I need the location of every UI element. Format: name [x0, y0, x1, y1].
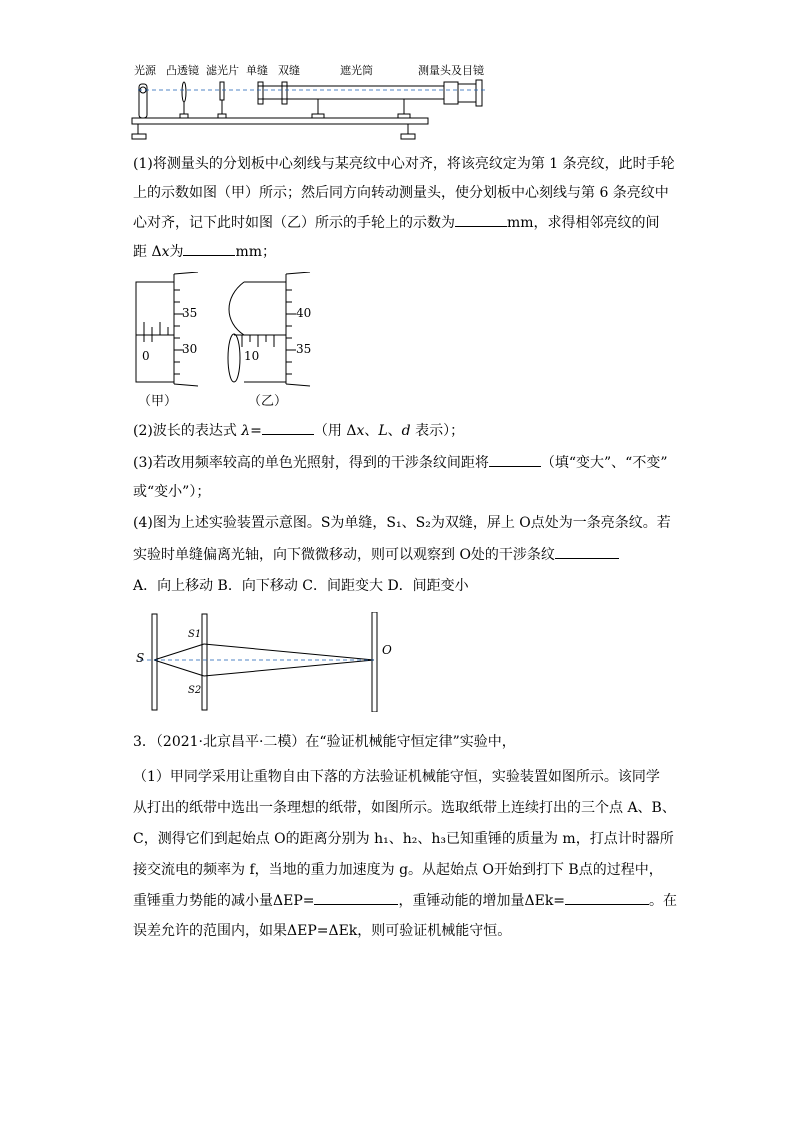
- q1-line-1: (1)将测量头的分划板中心刻线与某亮纹中心对齐，将该亮纹定为第 1 条亮纹，此时手轮: [133, 156, 675, 172]
- q1-line-3-text-a: 心对齐，记下此时如图（乙）所示的手轮上的示数为: [133, 215, 455, 231]
- q2-d-symbol: d: [401, 423, 411, 439]
- label-measuring-head: 测量头及目镜: [418, 64, 484, 77]
- answer-blank-wavelength[interactable]: [262, 420, 314, 435]
- q1-line-3: [133, 212, 660, 233]
- label-convex-lens: 凸透镜: [166, 64, 199, 77]
- micrometer-jia-drawing: [130, 272, 230, 387]
- label-filter: 滤光片: [206, 64, 239, 77]
- label-light-shield-tube: 遮光筒: [340, 64, 373, 77]
- caption-jia: （甲）: [138, 394, 178, 409]
- answer-blank-kinetic-energy[interactable]: [565, 890, 649, 905]
- micrometer-yi-drawing: [222, 272, 332, 387]
- yi-label-40: 40: [296, 306, 312, 320]
- apparatus-diagram: [128, 60, 498, 145]
- answer-blank-fringe[interactable]: [555, 544, 619, 559]
- jia-label-0: 0: [142, 349, 150, 363]
- q1-line-4-text-b: 为: [169, 244, 184, 260]
- jia-label-35: 35: [182, 306, 198, 320]
- double-slit-diagram: [130, 612, 400, 712]
- q4-options: A．向上移动 B．向下移动 C．间距变大 D．间距变小: [133, 578, 469, 594]
- q4-text: 实验时单缝偏离光轴，向下微微移动，则可以观察到 O处的干涉条纹: [133, 547, 555, 563]
- q4-line-2: [133, 544, 619, 565]
- label-single-slit: 单缝: [246, 64, 268, 77]
- yi-label-10: 10: [244, 349, 260, 363]
- lambda-symbol: λ: [241, 423, 251, 439]
- problem-3-line-5: [133, 890, 677, 911]
- q4-line-1: (4)图为上述实验装置示意图。S为单缝，S₁、S₂为双缝，屏上 O点处为一条亮条纹。若: [133, 515, 671, 531]
- q1-line-4-text-c: mm；: [235, 244, 277, 260]
- q2-sep-2: 、: [387, 423, 402, 439]
- label-double-slit: 双缝: [278, 64, 300, 77]
- q3-line-2: 或“变小”）；: [133, 484, 211, 500]
- micrometer-jia: [130, 272, 230, 412]
- yi-label-35: 35: [296, 342, 312, 356]
- q2-equals: =: [250, 423, 262, 439]
- q1-line-2: 上的示数如图（甲）所示；然后同方向转动测量头，使分划板中心刻线与第 6 条亮纹中: [133, 185, 669, 201]
- q2-x-symbol: x: [356, 423, 365, 439]
- q1-line-4: [133, 241, 276, 262]
- q1-line-4-text-a: 距 Δ: [133, 244, 162, 260]
- apparatus-drawing: [128, 60, 498, 145]
- caption-yi: （乙）: [248, 394, 288, 409]
- q2-sep-1: 、: [364, 423, 379, 439]
- problem-3-header: 3．（2021·北京昌平·二模）在“验证机械能守恒定律”实验中，: [133, 734, 516, 750]
- answer-blank-potential-energy[interactable]: [314, 890, 398, 905]
- delta-x-symbol: x: [161, 244, 170, 260]
- label-S1: S1: [188, 629, 202, 640]
- label-S: S: [136, 651, 145, 665]
- problem-3-line-1: （1）甲同学采用让重物自由下落的方法验证机械能守恒，实验装置如图所示。该同学: [133, 769, 660, 785]
- q2-line: [133, 420, 464, 441]
- problem-3-line-5-a: 重锤重力势能的减小量ΔEP=: [133, 893, 315, 909]
- q2-text-e: 表示）；: [410, 423, 465, 439]
- micrometer-yi: [222, 272, 332, 412]
- q2-text-b: （用 Δ: [313, 423, 357, 439]
- answer-blank-spacing-change[interactable]: [489, 452, 541, 467]
- double-slit-drawing: [130, 612, 400, 712]
- label-O: O: [382, 643, 392, 657]
- problem-3-line-2: 从打出的纸带中选出一条理想的纸带，如图所示。选取纸带上连续打出的三个点 A、B、: [133, 800, 676, 816]
- problem-3-line-6: 误差允许的范围内，如果ΔEP=ΔEk，则可验证机械能守恒。: [133, 923, 512, 939]
- q2-L-symbol: L: [378, 423, 388, 439]
- problem-3-line-3: C，测得它们到起始点 O的距离分别为 h₁、h₂、h₃已知重锤的质量为 m，打点计时器所: [133, 831, 674, 847]
- label-S2: S2: [188, 685, 202, 696]
- q1-line-3-text-b: mm，求得相邻亮纹的间: [507, 215, 660, 231]
- problem-3-line-5-b: ，重锤动能的增加量ΔEk=: [398, 893, 566, 909]
- problem-3-line-4: 接交流电的频率为 f，当地的重力加速度为 g。从起始点 O开始到打下 B点的过程中，: [133, 862, 663, 878]
- problem-3-line-5-c: 。在: [649, 893, 678, 909]
- answer-blank-spacing[interactable]: [183, 241, 235, 256]
- q3-text-b: （填“变大”、“不变”: [540, 455, 668, 471]
- q3-line-1: [133, 452, 667, 473]
- answer-blank-reading[interactable]: [455, 212, 507, 227]
- label-light-source: 光源: [134, 64, 156, 77]
- q2-text-a: (2)波长的表达式: [133, 423, 242, 439]
- jia-label-30: 30: [182, 342, 198, 356]
- q3-text-a: (3)若改用频率较高的单色光照射，得到的干涉条纹间距将: [133, 455, 489, 471]
